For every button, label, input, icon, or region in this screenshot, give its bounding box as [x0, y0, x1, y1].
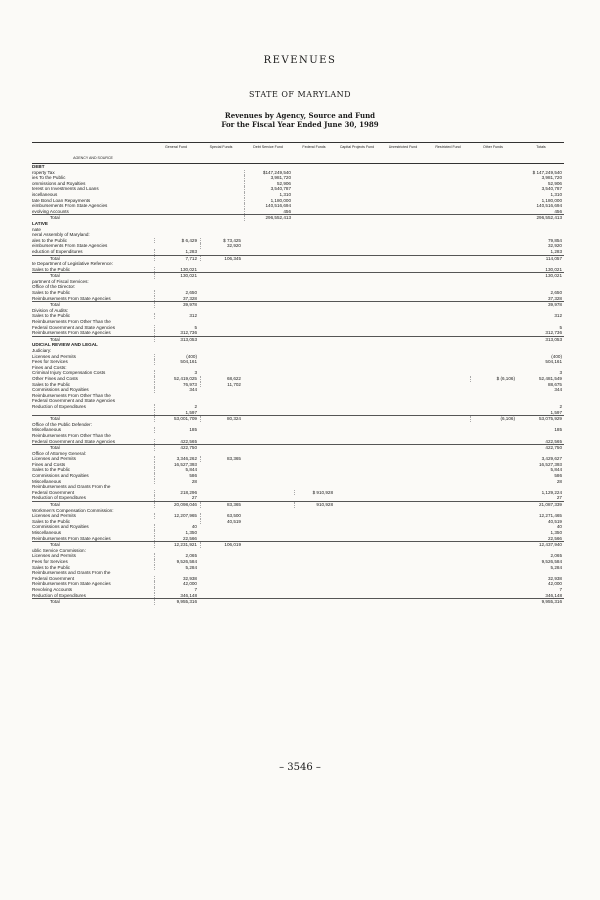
- column-header: AGENCY AND SOURCE: [73, 156, 113, 160]
- table-cell: 11,702: [200, 382, 241, 388]
- table-cell: 1,350: [550, 530, 562, 535]
- table-cell: $ 910,928: [294, 490, 333, 496]
- table-cell: 5,284: [550, 564, 562, 570]
- table-cell: 5,844: [154, 467, 197, 473]
- table-cell: 140,516,694: [244, 203, 291, 209]
- row-label: Commissions and Royalties: [32, 387, 89, 393]
- row-label: Licenses and Permits: [32, 456, 76, 462]
- table-cell: 504,161: [154, 359, 197, 365]
- table-cell: 2,650: [550, 290, 562, 296]
- table-cell: 504,161: [545, 359, 562, 365]
- table-cell: 9,955,316: [541, 599, 562, 605]
- table-cell: 63,500: [200, 513, 241, 519]
- table-title: Revenues by Agency, Source and Fund: [224, 111, 376, 120]
- table-cell: 37,328: [547, 295, 562, 301]
- table-cell: 5: [559, 324, 562, 330]
- table-cell: 422,565: [545, 438, 562, 444]
- total-row: [32, 272, 564, 279]
- table-cell: 2,650: [154, 290, 197, 296]
- row-label: Reduction of Expenditures: [32, 592, 86, 598]
- table-cell: 422,750: [545, 445, 562, 451]
- row-label: Miscellaneous: [32, 478, 62, 484]
- row-label: neral Assembly of Maryland:: [32, 232, 90, 238]
- table-cell: 79,854: [547, 237, 562, 243]
- row-label: Licenses and Permits: [32, 353, 76, 359]
- total-row: [32, 415, 564, 422]
- table-cell: 313,053: [545, 336, 562, 342]
- table-cell: 346,148: [154, 593, 197, 599]
- row-label: Reimbursements From Other Than the: [32, 319, 111, 325]
- row-label: Miscellaneous: [32, 427, 62, 433]
- table-cell: 1,310: [550, 191, 562, 197]
- table-cell: 53,001,709: [154, 416, 197, 422]
- row-label: Fees for Services: [32, 359, 68, 365]
- row-label: LATIVE: [32, 220, 48, 226]
- table-cell: 344: [154, 387, 197, 393]
- table-cell: 3,981,720: [244, 175, 291, 181]
- row-label: Total: [50, 273, 60, 279]
- table-cell: 313,053: [154, 337, 197, 343]
- table-cell: 52,419,025: [154, 376, 197, 382]
- table-cell: 32,938: [547, 575, 562, 581]
- table-cell: 2,065: [550, 553, 562, 559]
- table-cell: 3,540,787: [541, 186, 562, 192]
- row-label: Sales to the Public: [32, 564, 71, 570]
- table-cell: 344: [554, 387, 562, 393]
- table-cell: 130,021: [545, 273, 562, 279]
- total-row: [32, 501, 564, 508]
- row-label: Reimbursements From State Agencies: [32, 295, 111, 301]
- table-cell: 27: [556, 495, 562, 501]
- table-cell: 39,978: [154, 302, 197, 308]
- table-cell: 39,978: [547, 302, 562, 308]
- row-label: te Department of Legislative Reference:: [32, 261, 113, 267]
- table-cell: 5: [154, 325, 197, 331]
- row-label: Reduction of Expenditures: [32, 403, 86, 409]
- table-cell: 456: [244, 209, 291, 215]
- page-header: REVENUES: [263, 55, 337, 66]
- table-cell: 1,129,224: [541, 489, 562, 495]
- table-cell: 28: [556, 478, 562, 484]
- table-cell: 422,750: [154, 445, 197, 451]
- row-label: Fees for Services: [32, 558, 68, 564]
- row-label: Reimbursements From State Agencies: [32, 535, 111, 541]
- row-label: eimbursements From State Agencies: [32, 203, 108, 209]
- row-label: Reduction of Expenditures: [32, 495, 86, 501]
- row-label: ies To the Public: [32, 175, 66, 181]
- table-cell: 83,365: [200, 456, 241, 462]
- row-label: Commissions and Royalties: [32, 524, 89, 530]
- table-cell: 12,231,921: [154, 542, 197, 548]
- table-cell: 12,271,465: [539, 513, 562, 519]
- row-label: DEBT: [32, 164, 45, 169]
- row-label: Sales to the Public: [32, 290, 71, 296]
- table-cell: 1,180,000: [541, 197, 562, 203]
- row-label: evolving Accounts: [32, 208, 69, 214]
- row-label: Reimbursements From Other Than the: [32, 392, 111, 398]
- table-cell: 5,844: [550, 467, 562, 473]
- table-cell: (400): [154, 354, 197, 360]
- column-header: Restricted Fund: [435, 145, 461, 149]
- table-cell: 27: [154, 495, 197, 501]
- row-label: Total: [50, 255, 60, 261]
- row-label: Office of the Public Defender:: [32, 421, 92, 427]
- table-cell: 22,566: [154, 536, 197, 542]
- table-cell: $ 6,429: [154, 238, 197, 244]
- table-cell: 1,283: [550, 248, 562, 254]
- row-label: eduction of Expenditures: [32, 248, 83, 254]
- table-cell: 16,527,393: [154, 462, 197, 468]
- table-cell: 346,148: [545, 592, 562, 598]
- table-cell: 32,920: [547, 243, 562, 249]
- table-cell: 52,906: [547, 180, 562, 186]
- row-label: nate: [32, 226, 41, 232]
- table-cell: (6,106): [470, 416, 515, 422]
- table-cell: 140,516,694: [536, 203, 562, 209]
- row-label: Judiciary:: [32, 348, 52, 353]
- table-cell: $147,249,540: [244, 170, 291, 176]
- row-label: Reimbursements From Other Than the: [32, 432, 111, 438]
- column-header: Other Funds: [483, 145, 503, 149]
- row-label: Total: [50, 445, 60, 451]
- table-cell: 586: [554, 473, 562, 479]
- table-cell: (400): [551, 353, 562, 359]
- table-cell: 12,437,940: [539, 542, 562, 548]
- row-label: Reimbursements From State Agencies: [32, 581, 111, 587]
- column-header: Debt Service Fund: [253, 145, 283, 149]
- table-cell: 218,296: [154, 490, 197, 496]
- table-cell: 130,021: [154, 267, 197, 273]
- table-cell: 32,938: [154, 576, 197, 582]
- table-cell: 53,075,929: [539, 416, 562, 422]
- table-cell: 32,920: [200, 243, 241, 249]
- row-label: ales to the Public: [32, 237, 67, 243]
- total-row: [32, 255, 564, 262]
- table-cell: 68,622: [200, 376, 241, 382]
- table-cell: 296,552,413: [244, 215, 291, 221]
- table-cell: 7: [154, 587, 197, 593]
- row-label: Licenses and Permits: [32, 553, 76, 559]
- page-number: – 3546 –: [279, 762, 321, 773]
- row-label: Total: [50, 502, 60, 508]
- row-label: Reimbursements and Grants From the: [32, 570, 111, 576]
- row-label: Federal Government: [32, 575, 75, 581]
- table-cell: 185: [554, 427, 562, 433]
- table-cell: 586: [154, 473, 197, 479]
- table-cell: 76,973: [154, 382, 197, 388]
- row-label: Sales to the Public: [32, 518, 71, 524]
- table-cell: 456: [554, 208, 562, 214]
- table-cell: 1,283: [154, 249, 197, 255]
- table-cell: 2: [154, 404, 197, 410]
- total-row: [32, 301, 564, 308]
- total-row: [32, 541, 564, 548]
- table-cell: 296,552,413: [536, 215, 562, 221]
- row-label: Total: [50, 215, 60, 221]
- row-label: Miscellaneous: [32, 530, 62, 535]
- table-cell: 1,310: [244, 192, 291, 198]
- row-label: roperty Tax: [32, 169, 55, 175]
- row-label: Office of the Director:: [32, 284, 76, 290]
- column-header: Totals: [536, 145, 546, 149]
- table-cell: 2,065: [154, 553, 197, 559]
- row-label: Total: [50, 416, 60, 422]
- table-cell: 42,000: [154, 581, 197, 587]
- table-cell: 3,981,720: [541, 175, 562, 181]
- table-cell: 3,540,787: [244, 186, 291, 192]
- table-cell: 3,346,262: [154, 456, 197, 462]
- row-label: Reimbursements and Grants From the: [32, 484, 111, 490]
- table-cell: 3: [559, 370, 562, 376]
- row-label: ommissions and Royalties: [32, 180, 86, 186]
- column-header-row: [32, 142, 564, 164]
- row-label: iscellaneous: [32, 191, 58, 197]
- row-label: terest on Investments and Loans: [32, 186, 99, 192]
- row-label: Commissions and Royalties: [32, 473, 89, 479]
- row-label: Federal Government and State Agencies: [32, 398, 115, 404]
- table-cell: 312: [554, 313, 562, 319]
- table-cell: 910,928: [294, 502, 333, 508]
- table-cell: 7: [559, 586, 562, 592]
- table-cell: 52,481,549: [539, 375, 562, 381]
- row-label: Other Fines and Costs: [32, 375, 78, 381]
- total-row: [32, 336, 564, 343]
- table-cell: 28: [154, 479, 197, 485]
- table-cell: 422,565: [154, 439, 197, 445]
- table-cell: 40: [556, 524, 562, 530]
- row-label: Criminal Injury Compensation Costs: [32, 370, 106, 376]
- row-label: Reimbursements From State Agencies: [32, 330, 111, 336]
- revenue-table: [32, 142, 564, 605]
- table-cell: 130,021: [154, 273, 197, 279]
- table-cell: 3,429,627: [541, 456, 562, 462]
- table-cell: $ 147,249,540: [532, 169, 562, 175]
- table-cell: 52,906: [244, 181, 291, 187]
- state-heading: STATE OF MARYLAND: [248, 90, 352, 99]
- row-label: Total: [50, 336, 60, 342]
- table-cell: 106,019: [200, 542, 241, 548]
- column-header: Unrestricted Fund: [388, 145, 418, 149]
- row-label: Total: [50, 302, 60, 308]
- table-cell: 114,057: [545, 255, 562, 261]
- row-label: Fines and Costs: [32, 461, 66, 467]
- table-cell: 40,519: [547, 518, 562, 524]
- table-cell: 12,207,965: [154, 513, 197, 519]
- table-cell: 42,000: [547, 581, 562, 587]
- total-row: [32, 598, 564, 605]
- table-cell: 20,098,046: [154, 502, 197, 508]
- table-cell: $ (6,106): [470, 376, 515, 382]
- row-label: eimbursements From State Agencies: [32, 243, 108, 249]
- table-cell: 9,526,584: [154, 559, 197, 565]
- row-label: Federal Government: [32, 489, 75, 495]
- row-label: Sales to the Public: [32, 313, 71, 319]
- table-cell: 1,597: [550, 409, 562, 415]
- row-label: Licenses and Permits: [32, 513, 76, 519]
- row-label: Total: [50, 599, 60, 605]
- table-cell: $ 73,425: [200, 238, 241, 244]
- table-cell: 1,180,000: [244, 198, 291, 204]
- table-cell: 106,345: [200, 256, 241, 262]
- row-label: partment of Fiscal Services:: [32, 278, 89, 284]
- table-cell: 83,365: [200, 502, 241, 508]
- table-cell: 312: [154, 313, 197, 319]
- table-cell: 22,566: [547, 535, 562, 541]
- table-subtitle: For the Fiscal Year Ended June 30, 1989: [221, 120, 379, 129]
- column-header: Special Funds: [209, 145, 233, 149]
- row-label: Fines and Costs:: [32, 364, 67, 370]
- row-label: Revolving Accounts: [32, 586, 73, 592]
- table-cell: 185: [154, 427, 197, 433]
- row-label: ublic Service Commission:: [32, 547, 86, 553]
- row-label: tate Bond Loan Repayments: [32, 197, 91, 203]
- row-label: Federal Government and State Agencies: [32, 324, 115, 330]
- total-row: [32, 444, 564, 451]
- row-label: Division of Audits:: [32, 307, 69, 313]
- table-cell: 312,736: [154, 330, 197, 336]
- table-cell: 7,712: [154, 256, 197, 262]
- table-body: [32, 164, 564, 605]
- row-label: Workmen's Compensation Commission:: [32, 507, 114, 513]
- table-cell: 16,527,393: [539, 461, 562, 467]
- table-cell: 9,526,584: [541, 558, 562, 564]
- row-label: Total: [50, 542, 60, 548]
- table-cell: 9,955,316: [154, 599, 197, 605]
- table-cell: 2: [559, 403, 562, 409]
- table-cell: 40: [154, 524, 197, 530]
- row-label: Sales to the Public: [32, 467, 71, 473]
- table-cell: 88,675: [547, 381, 562, 387]
- table-cell: 21,087,339: [539, 502, 562, 508]
- table-cell: 1,597: [154, 410, 197, 416]
- row-label: Federal Government and State Agencies: [32, 438, 115, 444]
- table-cell: 80,324: [200, 416, 241, 422]
- table-cell: 40,519: [200, 519, 241, 525]
- table-cell: 5,284: [154, 565, 197, 571]
- column-header: Federal Funds: [302, 145, 326, 149]
- table-cell: 130,021: [545, 266, 562, 272]
- row-label: Sales to the Public: [32, 266, 71, 272]
- row-label: Sales to the Public: [32, 381, 71, 387]
- table-cell: 37,328: [154, 296, 197, 302]
- column-header: General Fund: [165, 145, 187, 149]
- table-cell: 312,736: [545, 330, 562, 336]
- row-label: Office of Attorney General:: [32, 450, 87, 456]
- row-label: UDICIAL REVIEW AND LEGAL: [32, 342, 98, 348]
- table-cell: 1,350: [154, 530, 197, 536]
- total-row: [32, 214, 564, 221]
- table-cell: 3: [154, 370, 197, 376]
- column-header: Capital Projects Fund: [339, 145, 375, 149]
